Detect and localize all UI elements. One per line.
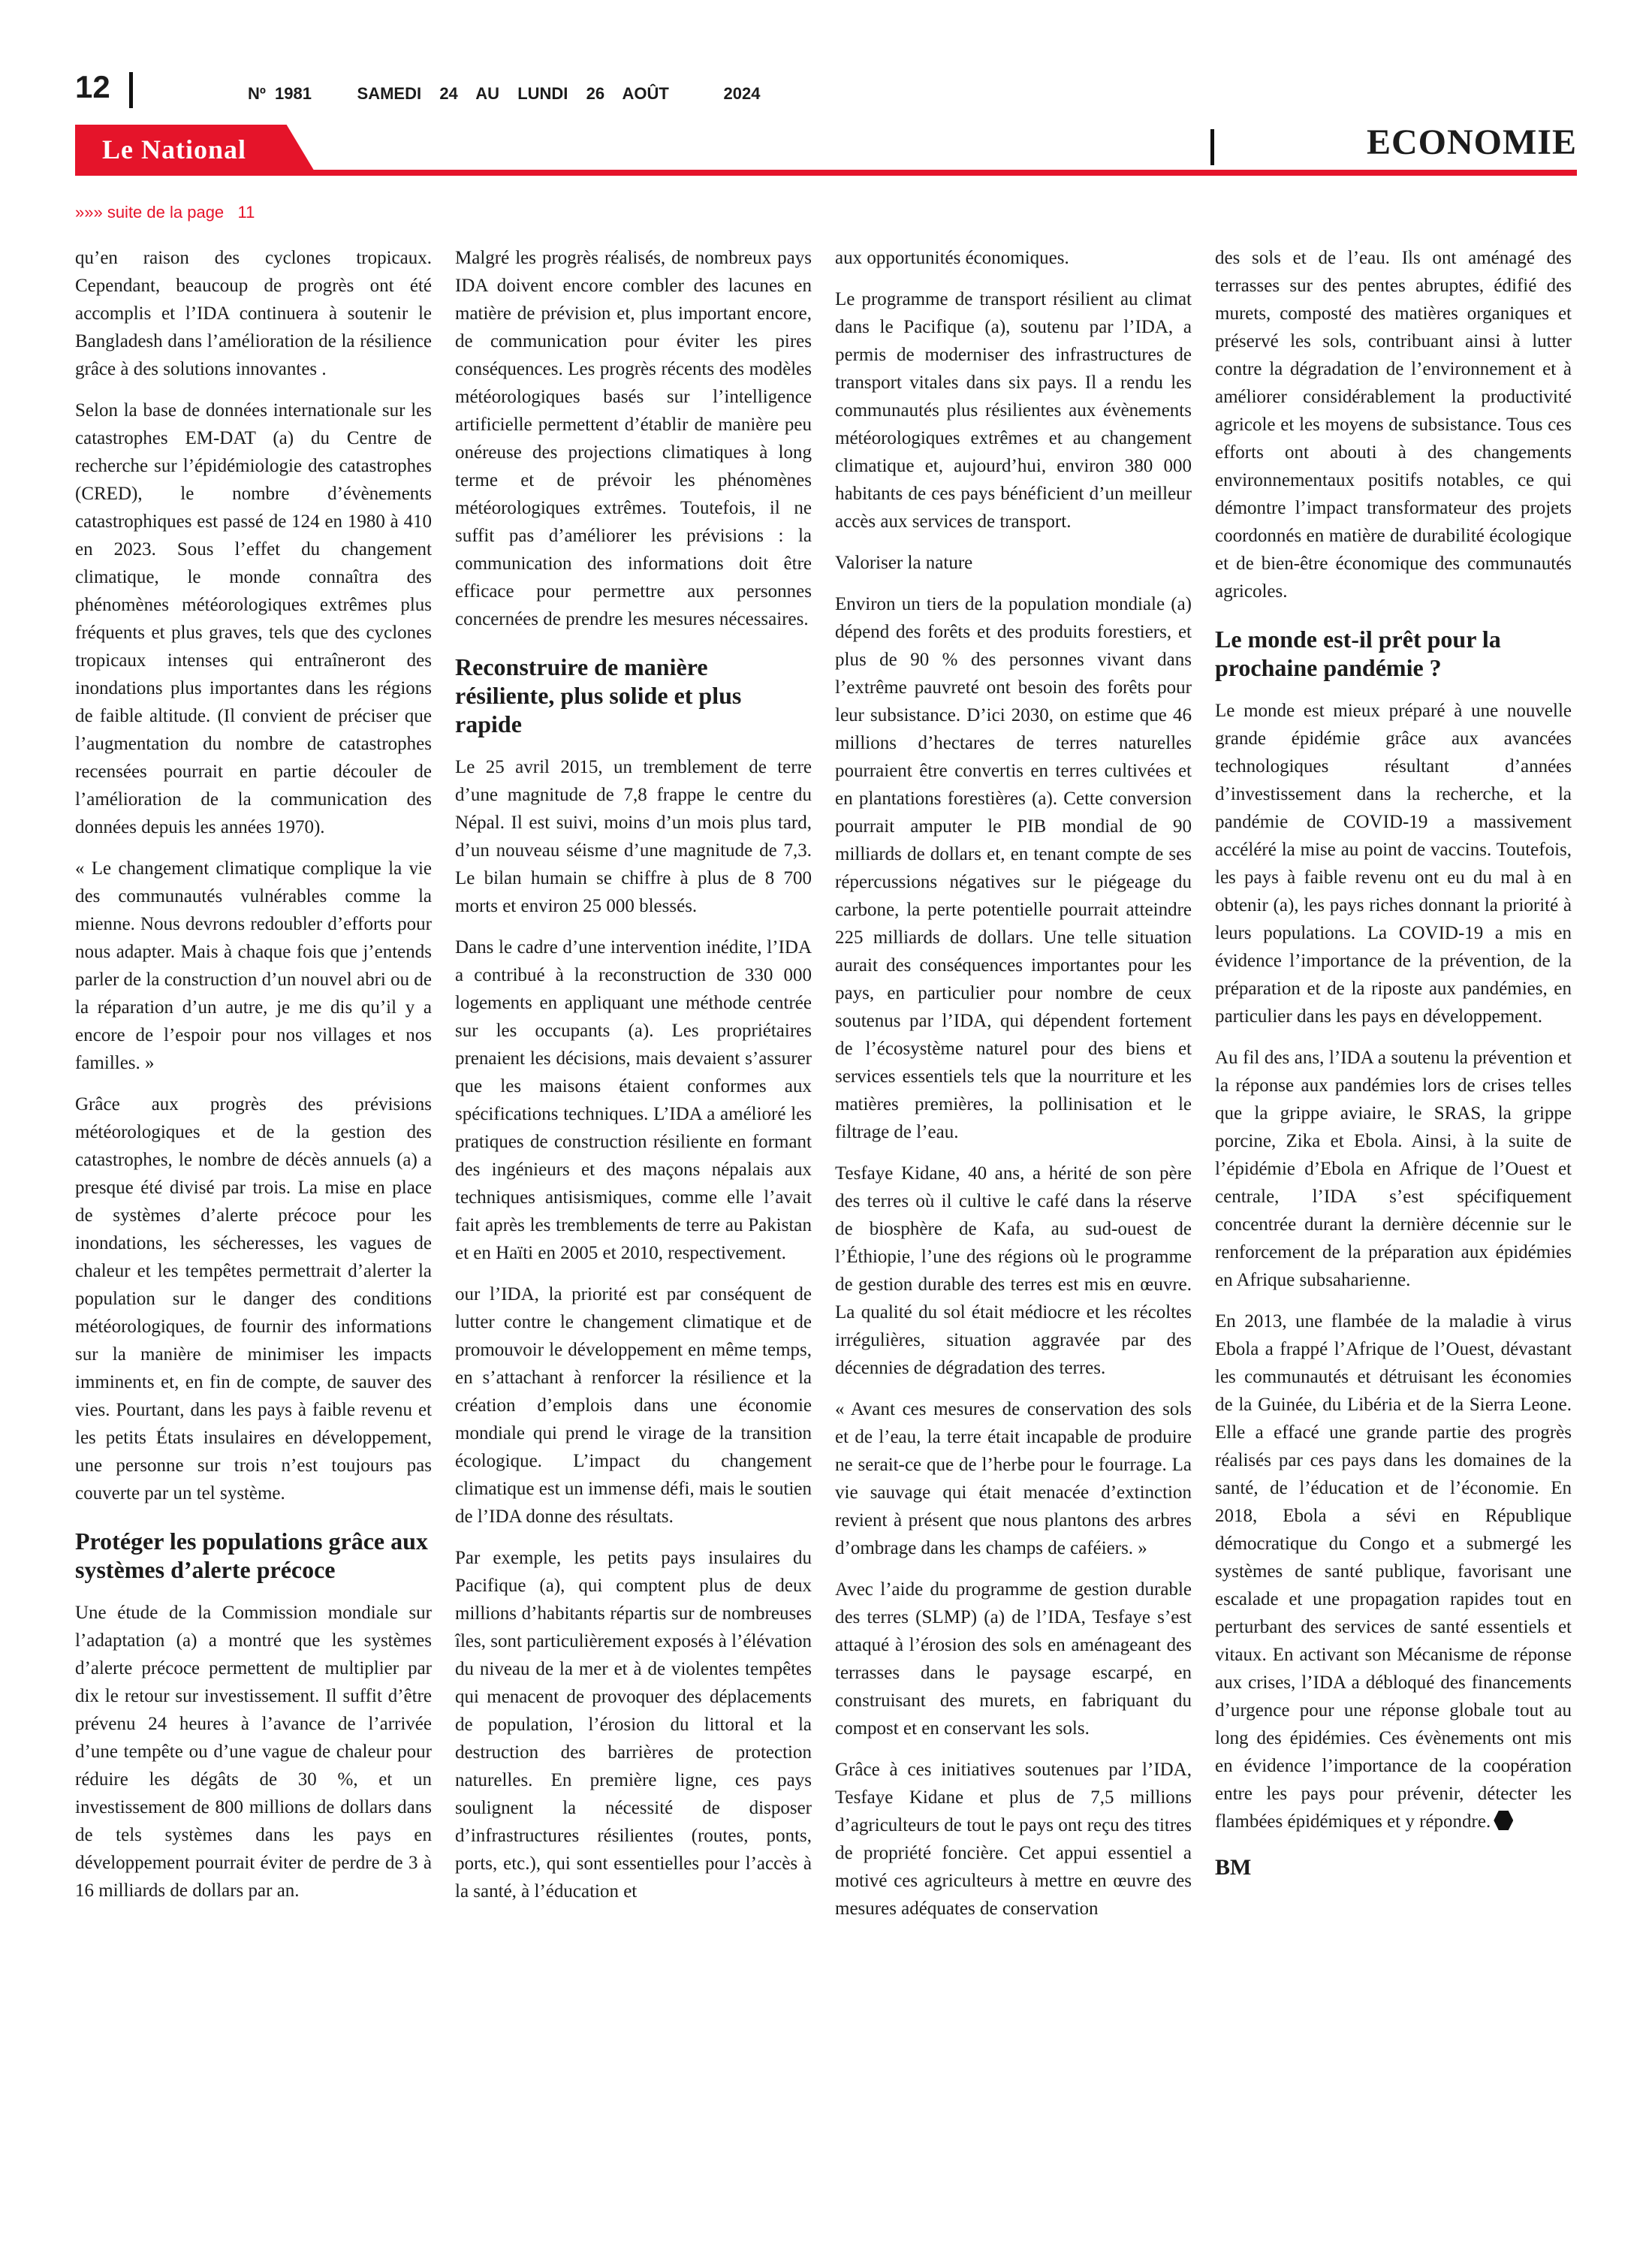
article-paragraph: Avec l’aide du programme de gestion durable des terres (SLMP) (a) de l’IDA, Tesfaye s’est attaqué à l’érosion des sols en aménageant des terrasses dans le paysage escarpé, en construisant des murets, en fabriquant du compost et en conservant les sols. <box>835 1579 1192 1739</box>
article-paragraph: « Avant ces mesures de conservation des sols et de l’eau, la terre était incapable de produire ne serait-ce que de l’herbe pour le fourrage. La vie sauvage qui était menacée d’extinction revient à présent que nous plantons des arbres d’ombrage dans les champs de caféiers. » <box>835 1399 1192 1558</box>
author-signature: BM <box>1215 1855 1252 1880</box>
section-heading: Le monde est-il prêt pour la prochaine pandémie ? <box>1215 626 1501 681</box>
article-column-2 <box>455 244 812 1919</box>
article-paragraph: Tesfaye Kidane, 40 ans, a hérité de son père des terres où il cultive le café dans la réserve de biosphère de Kafa, au sud-ouest de l’Éthiopie, l’une des régions où le programme de gestion durable des terres est mis en œuvre. La qualité du sol était médiocre et les récoltes irrégulières, situation aggravée par des décennies de dégradation des terres. <box>835 1163 1192 1378</box>
article-paragraph: En 2013, une flambée de la maladie à virus Ebola a frappé l’Afrique de l’Ouest, dévastant les communautés et détruisant les économies de la Guinée, du Libéria et de la Sierra Leone. Elle a effacé une grande partie des progrès réalisés par ces pays dans les domaines de la santé, de l’éducation et de l’économie. En 2018, Ebola a sévi en République démocratique du Congo et a submergé les systèmes de santé publique, favorisant une escalade et une propagation rapides tout en perturbant des services de santé essentiels et vitaux. En activant son Mécanisme de réponse aux crises, l’IDA a débloqué des financements d’urgence pour une réponse globale tout au long des épidémies. Ces évènements ont mis en évidence l’importance de la coopération entre les pays pour prévenir, détecter les flambées épidémiques et y répondre. <box>1215 1311 1572 1832</box>
article-paragraph: Au fil des ans, l’IDA a soutenu la prévention et la réponse aux pandémies lors de crises telles que la grippe aviaire, le SRAS, la grippe porcine, Zika et Ebola. Ainsi, à la suite de l’épidémie d’Ebola en Afrique de l’Ouest et centrale, l’IDA s’est spécifiquement concentrée durant la dernière décennie sur le renforcement de la préparation aux épidémies en Afrique subsaharienne. <box>1215 1048 1572 1290</box>
issue-date-line: Nº 1981 SAMEDI 24 AU LUNDI 26 AOÛT 2024 <box>248 84 761 103</box>
section-heading: Protéger les populations grâce aux systèmes d’alerte précoce <box>75 1528 428 1583</box>
article-paragraph: des sols et de l’eau. Ils ont aménagé des terrasses sur des pentes abruptes, édifié des murets, composté des matières organiques et préservé les sols, contribuant ainsi à lutter contre la dégradation de l’environnement et à améliorer considérablement la productivité agricole et les moyens de subsistance. Tous ces efforts ont abouti à des changements environnementaux positifs notables, ce qui démontre l’impact transformateur des projets coordonnés en matière de durabilité écologique et de bien-être économique des communautés agricoles. <box>1215 248 1572 602</box>
section-divider <box>1210 129 1214 165</box>
header-rule <box>75 170 1577 176</box>
article-paragraph: Une étude de la Commission mondiale sur l’adaptation (a) a montré que les systèmes d’alerte précoce permettent de multiplier par dix le retour sur investissement. Il suffit d’être prévenu 24 heures à l’avance de l’arrivée d’une tempête ou d’une vague de chaleur pour réduire les dégâts de 30 %, et un investissement de 800 millions de dollars dans de tels systèmes dans les pays en développement pourrait éviter de perdre de 3 à 16 milliards de dollars par an. <box>75 1603 432 1901</box>
page-number: 12 <box>75 69 110 104</box>
page-number-divider <box>129 72 133 108</box>
article-paragraph: aux opportunités économiques. <box>835 248 1069 268</box>
article-paragraph: Environ un tiers de la population mondiale (a) dépend des forêts et des produits forestiers, et plus de 90 % des personnes vivant dans l’extrême pauvreté ont besoin des forêts pour leur subsistance. D’ici 2030, on estime que 46 millions d’hectares de terres naturelles pourraient être convertis en terres cultivées et en plantations forestières (a). Cette conversion pourrait amputer le PIB mondial de 90 milliards de dollars et, en tenant compte de ses répercussions négatives sur le piégeage du carbone, la perte potentielle pourrait atteindre 225 milliards de dollars. Une telle situation aurait des conséquences importantes pour les pays, en particulier pour nombre de ceux soutenus par l’IDA, qui dépendent fortement de l’écosystème naturel pour des biens et services essentiels tels que la nourriture et les matières premières, la pollinisation et le filtrage de l’eau. <box>835 594 1192 1142</box>
article-column-1 <box>75 244 432 1918</box>
article-paragraph: Grâce aux progrès des prévisions météorologiques et de la gestion des catastrophes, le nombre de décès annuels (a) a presque été divisé par trois. La mise en place de systèmes d’alerte précoce pour les inondations, les sécheresses, les vagues de chaleur et les tempêtes permettrait d’alerter la population sur le danger des conditions météorologiques, de fournir des informations sur la manière de minimiser les impacts imminents et, en fin de compte, de sauver des vies. Pourtant, dans les pays à faible revenu et les petits États insulaires en développement, une personne sur trois n’est toujours pas couverte par un tel système. <box>75 1094 432 1504</box>
article-paragraph: Valoriser la nature <box>835 553 973 573</box>
article-paragraph: our l’IDA, la priorité est par conséquent de lutter contre le changement climatique et de promouvoir le développement en même temps, en s’attachant à renforcer la résilience et la création d’emplois dans une économie mondiale qui prend le virage de la transition écologique. L’impact du changement climatique est un immense défi, mais le soutien de l’IDA donne des résultats. <box>455 1284 812 1527</box>
article-paragraph: Le 25 avril 2015, un tremblement de terre d’une magnitude de 7,8 frappe le centre du Népal. Il est suivi, moins d’un mois plus tard, d’un nouveau séisme d’une magnitude de 7,3. Le bilan humain se chiffre à plus de 8 700 morts et environ 25 000 blessés. <box>455 757 812 916</box>
article-paragraph: Le monde est mieux préparé à une nouvelle grande épidémie grâce aux avancées technologiques résultant d’années d’investissement dans la recherche, et la pandémie de COVID-19 a massivement accéléré la mise au point de vaccins. Toutefois, les pays à faible revenu ont eu du mal à en obtenir (a), les pays riches donnant la priorité à leurs populations. La COVID-19 a mis en évidence l’importance de la prévention, de la préparation et de la riposte aux pandémies, en particulier dans les pays en développement. <box>1215 701 1572 1027</box>
article-paragraph: Selon la base de données internationale sur les catastrophes EM-DAT (a) du Centre de recherche sur l’épidémiologie des catastrophes (CRED), le nombre d’évènements catastrophiques est passé de 124 en 1980 à 410 en 2023. Sous l’effet du changement climatique, le monde connaîtra des phénomènes météorologiques extrêmes plus fréquents et plus graves, tels que des cyclones tropicaux intenses qui entraîneront des inondations plus importantes dans les régions de faible altitude. (Il convient de préciser que l’augmentation du nombre de catastrophes recensées pourrait en partie découler de l’amélioration de la communication des données depuis les années 1970). <box>75 400 432 837</box>
newspaper-logo: Le National <box>102 134 247 164</box>
article-paragraph: Le programme de transport résilient au climat dans le Pacifique (a), soutenu par l’IDA, a permis de moderniser des infrastructures de transport vitales dans six pays. Il a rendu les communautés plus résilientes aux évènements météorologiques extrêmes et au changement climatique et, aujourd’hui, environ 380 000 habitants de ces pays bénéficient d’un meilleur accès aux services de transport. <box>835 289 1192 532</box>
article-paragraph: Dans le cadre d’une intervention inédite, l’IDA a contribué à la reconstruction de 330 000 logements en appliquant une méthode centrée sur les occupants (a). Les propriétaires prenaient les décisions, mais devaient s’assurer que les maisons étaient conformes aux spécifications techniques. L’IDA a amélioré les pratiques de construction résiliente en formant des ingénieurs et des maçons népalais aux techniques antisismiques, comme elle l’avait fait après les tremblements de terre au Pakistan et en Haïti en 2005 et 2010, respectivement. <box>455 937 812 1263</box>
end-of-article-icon <box>1494 1811 1513 1830</box>
article-column-4 <box>1215 244 1572 1881</box>
article-paragraph: Par exemple, les petits pays insulaires du Pacifique (a), qui comptent plus de deux millions d’habitants répartis sur de nombreuses îles, sont particulièrement exposés à l’élévation du niveau de la mer et à de violentes tempêtes qui menacent de provoquer des déplacements de population, l’érosion du littoral et la destruction des barrières de protection naturelles. En première ligne, ces pays soulignent la nécessité de disposer d’infrastructures résilientes (routes, ponts, ports, etc.), qui sont essentielles pour l’accès à la santé, à l’éducation et <box>455 1548 812 1902</box>
section-heading: Reconstruire de manière résiliente, plus solide et plus rapide <box>455 653 742 737</box>
continued-from-note: »»» suite de la page 11 <box>75 203 255 222</box>
article-paragraph: Grâce à ces initiatives soutenues par l’IDA, Tesfaye Kidane et plus de 7,5 millions d’agriculteurs de tout le pays ont reçu des titres de propriété foncière. Cet appui essentiel a motivé ces agriculteurs à mettre en œuvre des mesures adéquates de conservation <box>835 1760 1192 1919</box>
article-paragraph: « Le changement climatique complique la vie des communautés vulnérables comme la mienne. Nous devrons redoubler d’efforts pour nous adapter. Mais à chaque fois que j’entends parler de la construction d’un nouvel abri ou de la réparation d’un autre, je me dis qu’il y a encore de l’espoir pour nos villages et nos familles. » <box>75 858 432 1073</box>
article-paragraph: Malgré les progrès réalisés, de nombreux pays IDA doivent encore combler des lacunes en matière de prévision et, plus important encore, de communication pour éviter les pires conséquences. Les progrès récents des modèles météorologiques basés sur l’intelligence artificielle permettent d’établir de manière peu onéreuse des projections climatiques à long terme et de prévoir les phénomènes météorologiques extrêmes. Toutefois, il ne suffit pas d’améliorer les prévisions : la communication des informations doit être efficace pour permettre aux personnes concernées de prendre les mesures nécessaires. <box>455 248 812 629</box>
article-paragraph: qu’en raison des cyclones tropicaux. Cependant, beaucoup de progrès ont été accomplis et l’IDA continuera à soutenir le Bangladesh dans l’amélioration de la résilience grâce à des solutions innovantes . <box>75 248 432 379</box>
section-title: ECONOMIE <box>1366 122 1577 162</box>
article-column-3 <box>835 244 1192 1936</box>
